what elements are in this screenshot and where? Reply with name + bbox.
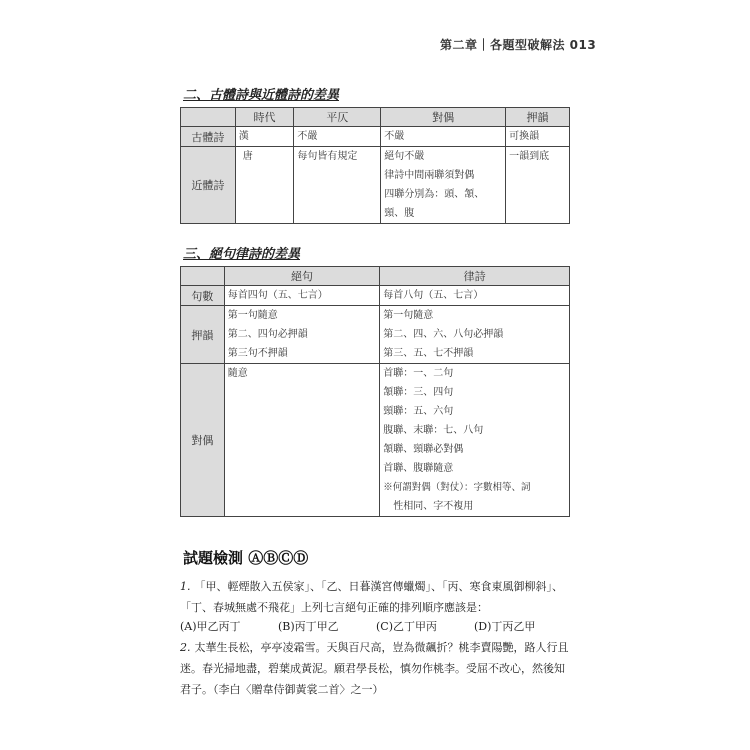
table-row bbox=[181, 147, 570, 224]
table-cell: 可換韻 bbox=[506, 127, 570, 147]
table-cell: 漢 bbox=[235, 127, 294, 147]
option-a: (A)甲乙丙丁 bbox=[180, 620, 241, 633]
question-number: 1. bbox=[180, 580, 191, 593]
question-2 bbox=[180, 637, 575, 700]
header-corner bbox=[181, 108, 236, 127]
option-d: (D)丁丙乙甲 bbox=[474, 620, 536, 633]
column-header: 對偶 bbox=[381, 108, 506, 127]
quiz-title: 試題檢測 ⒶⒷⒸⒹ bbox=[183, 549, 309, 567]
table-cell: 每句皆有規定 bbox=[294, 147, 381, 224]
jueju-lushi-table bbox=[180, 266, 570, 517]
question-number: 2. bbox=[180, 641, 191, 654]
ancient-modern-table bbox=[180, 107, 570, 224]
column-header: 平仄 bbox=[294, 108, 381, 127]
table-cell: 不嚴 bbox=[381, 127, 506, 147]
table-cell: 每首四句（五、七言） bbox=[224, 286, 380, 306]
table-cell: 一韻到底 bbox=[506, 147, 570, 224]
table-cell: 第一句隨意 第二、四、六、八句必押韻 第三、五、七不押韻 bbox=[380, 306, 570, 364]
answer-options bbox=[180, 618, 572, 634]
option-c: (C)乙丁甲丙 bbox=[376, 620, 437, 633]
table-header-row bbox=[181, 108, 570, 127]
column-header: 時代 bbox=[235, 108, 294, 127]
question-text: 太華生長松，亭亭凌霜雪。天與百尺高，豈為微飆折？桃李賣陽艷，路人行且迷。春光掃地盡，碧葉成黃泥。願君學長松，慎勿作桃李。受屈不改心，然後知君子。（李白〈贈韋侍御黃裳二首〉之一） bbox=[180, 641, 569, 696]
option-b: (B)丙丁甲乙 bbox=[278, 620, 339, 633]
question-text: 「甲、輕煙散入五侯家」、「乙、日暮漢宮傳蠟燭」、「丙、寒食東風御柳斜」、「丁、春城無處不飛花」上列七言絕句正確的排列順序應該是： bbox=[180, 580, 563, 614]
table-cell: 隨意 bbox=[224, 364, 380, 517]
table-row bbox=[181, 127, 570, 147]
row-label: 押韻 bbox=[181, 306, 225, 364]
section-title-ancient-vs-modern: 二、古體詩與近體詩的差異 bbox=[183, 88, 340, 103]
question-1 bbox=[180, 576, 575, 618]
table-cell: 首聯：一、二句 頷聯：三、四句 頸聯：五、六句 腹聯、末聯：七、八句 頷聯、頸聯必對偶 首聯、腹聯隨意 ※何謂對偶（對仗）：字數相等、詞 性相同、字不複用 bbox=[380, 364, 570, 517]
table-cell: 不嚴 bbox=[294, 127, 381, 147]
column-header: 絕句 bbox=[224, 267, 380, 286]
section-title-jueju-vs-lushi: 三、絕句律詩的差異 bbox=[183, 247, 301, 262]
table-cell: 絕句不嚴 律詩中間兩聯須對偶 四聯分別為：頭、頷、 頸、腹 bbox=[381, 147, 506, 224]
table-cell: 第一句隨意 第二、四句必押韻 第三句不押韻 bbox=[224, 306, 380, 364]
header-corner bbox=[181, 267, 225, 286]
column-header: 律詩 bbox=[380, 267, 570, 286]
table-row bbox=[181, 286, 570, 306]
row-label: 句數 bbox=[181, 286, 225, 306]
table-row bbox=[181, 364, 570, 517]
table-cell: 唐 bbox=[235, 147, 294, 224]
table-header-row bbox=[181, 267, 570, 286]
row-label: 對偶 bbox=[181, 364, 225, 517]
row-label: 近體詩 bbox=[181, 147, 236, 224]
page-header: 第二章｜各題型破解法 013 bbox=[440, 38, 597, 52]
table-row bbox=[181, 306, 570, 364]
row-label: 古體詩 bbox=[181, 127, 236, 147]
column-header: 押韻 bbox=[506, 108, 570, 127]
table-cell: 每首八句（五、七言） bbox=[380, 286, 570, 306]
